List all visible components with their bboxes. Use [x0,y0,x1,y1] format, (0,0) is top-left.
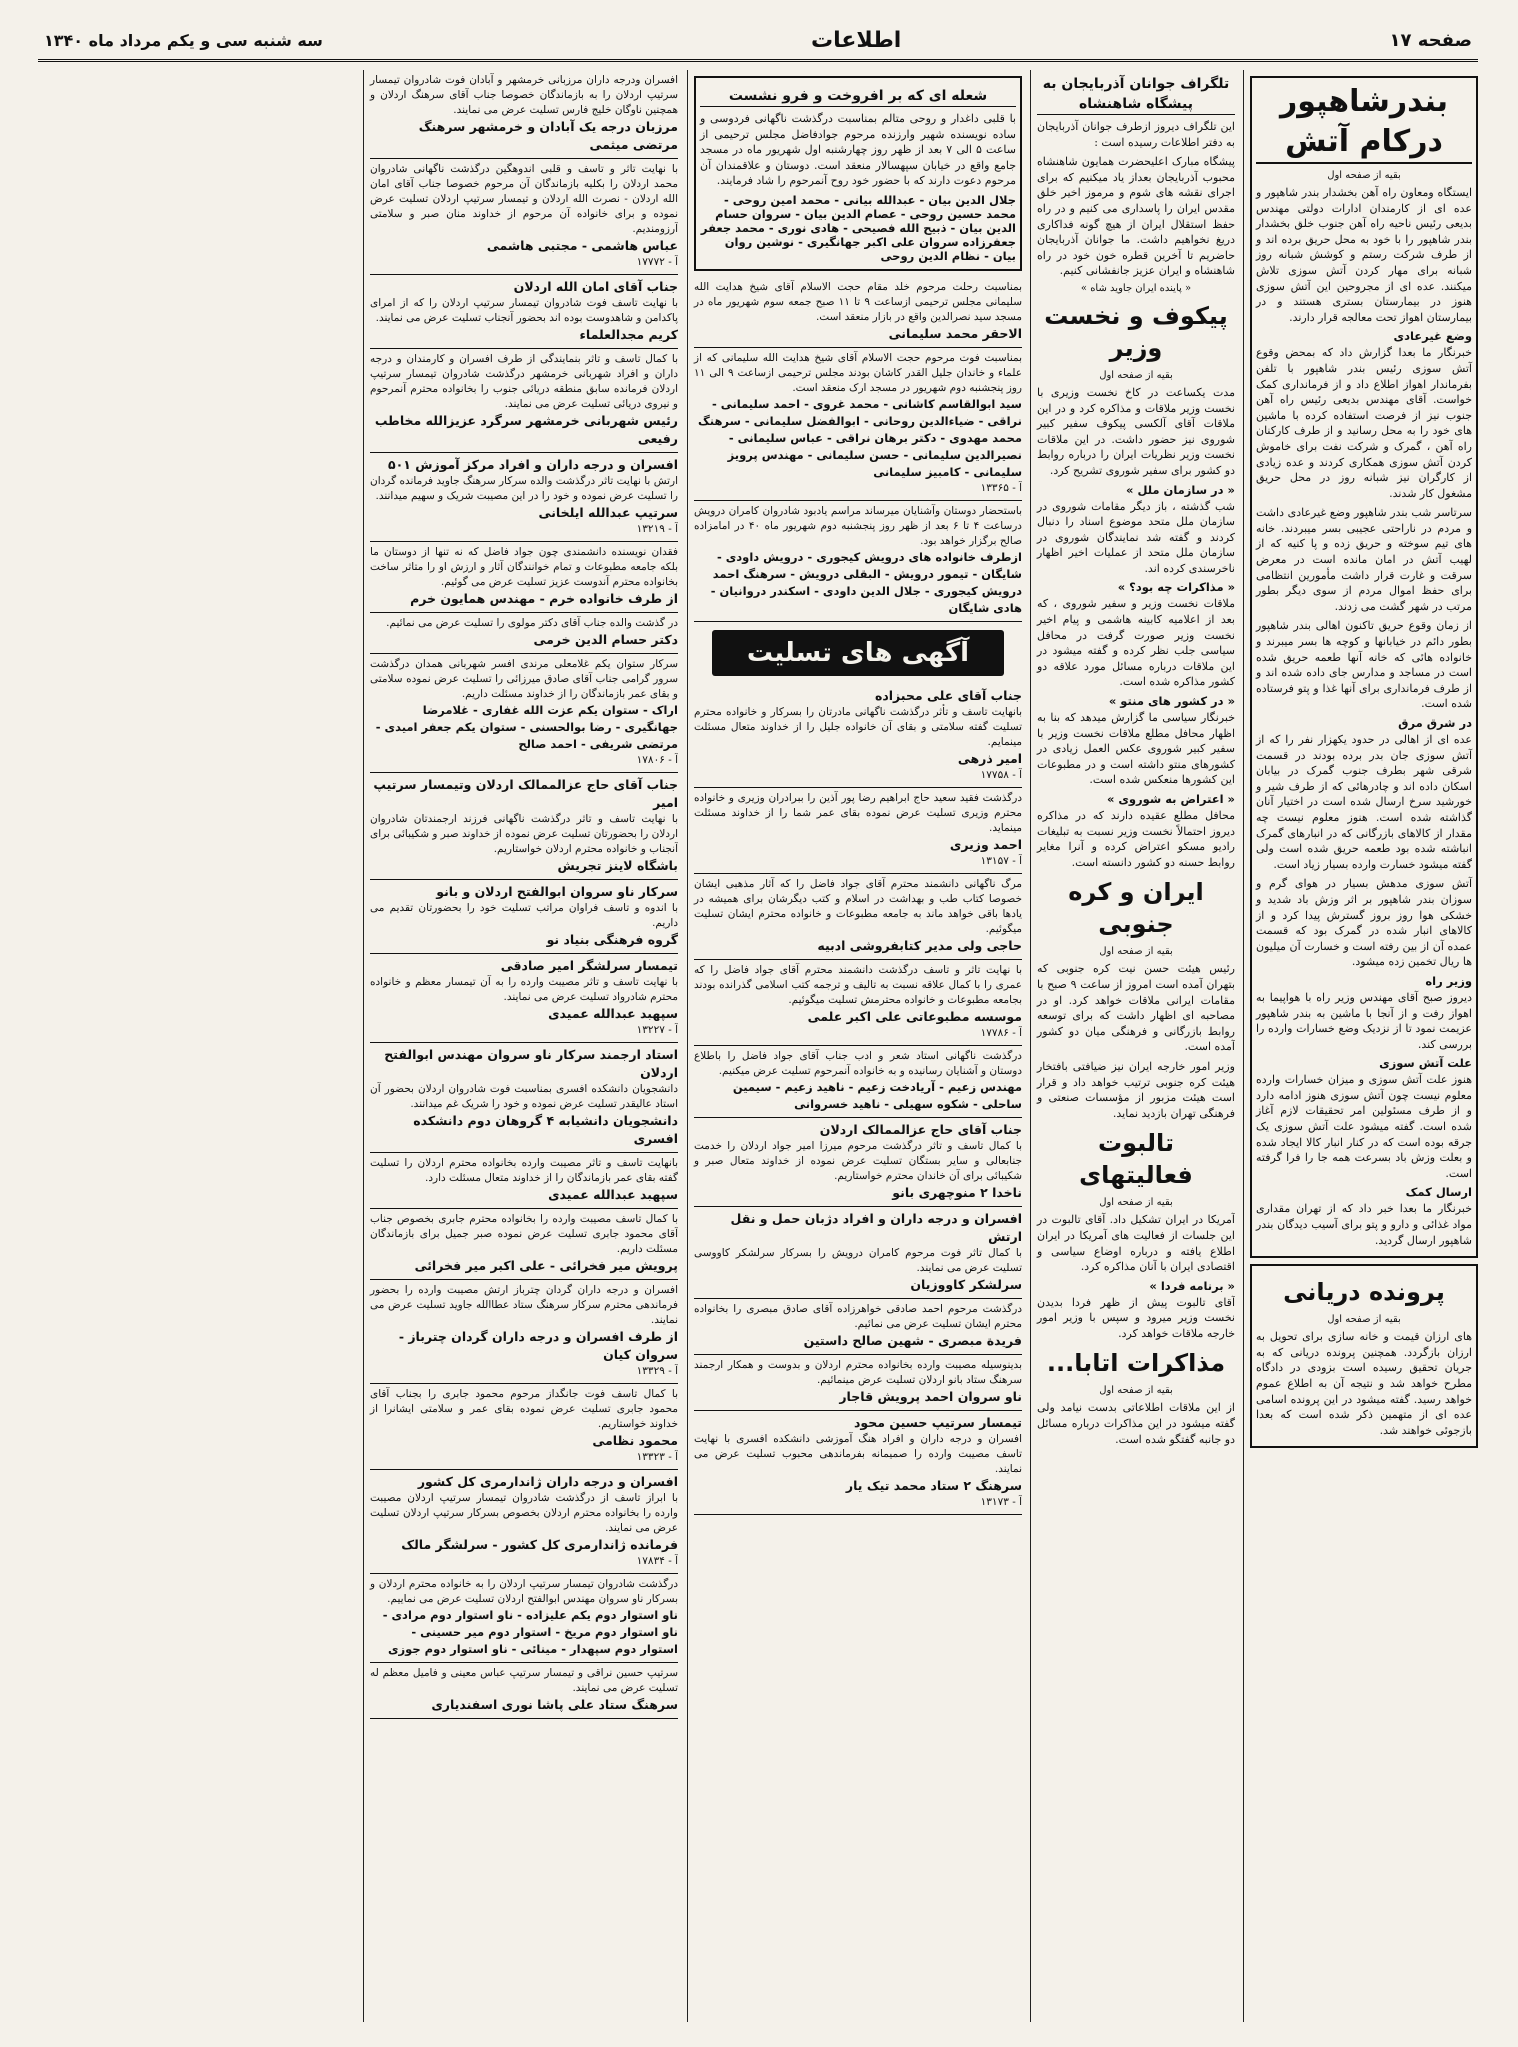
article-paragraph: از زمان وقوع حریق تاکنون اهالی بندر شاهپور بطور دائم در خیابانها و کوچه ها بسر میبرند و خانواده هائی که خانه آنها طعمه حریق شده است در مساجد و مدارس جای داده شده اند و از طرف فرمانداری برای آنها غذا و پتو فرستاده شده است. [1256,619,1472,711]
condolence-notice [694,1118,1022,1207]
article-paragraph: محافل مطلع عقیده دارند که در مذاکره دیروز احتمالاً نخست وزیر نسبت به تبلیغات رادیو مسکو اعتراض کرده و آنرا مغایر روابط حسنه دو کشور دانسته است. [1037,809,1235,869]
notice-body: بمناسبت رحلت مرحوم خلد مقام حجت الاسلام آقای شیخ هدایت الله سلیمانی مجلس ترحیمی ازساعت ۹ تا ۱۱ صبح جمعه سوم شهریور ماه در مسجد سید نصرالدین واقع در بازار منعقد است. [694,280,1022,323]
notice-signature: دکتر حسام الدین خرمی [533,632,678,647]
notice-signature: مهندس زعیم - آریادخت زعیم - ناهید زعیم - سیمین ساحلی - شکوه سهیلی - ناهید خسروانی [732,1079,1022,1111]
notice-signature: رئیس شهربانی خرمشهر سرگرد عزیزالله مخاطب رفیعی [374,413,678,446]
condolence-notice [694,1207,1022,1299]
column-4 [363,70,678,2022]
headline-telegram: تلگراف جوانان آذربایجان به پیشگاه شاهنشاه [1037,74,1235,115]
article-paragraph: وزیر امور خارجه ایران نیز ضیافتی بافتخار هیئت کره جنوبی ترتیب خواهد داد و قرار است هیئت مزبور از مؤسسات صنعتی و فرهنگی تهران بازدید نماید. [1037,1059,1235,1120]
continued-label: بقیه از صفحه اول [1099,369,1173,381]
article-paragraph: عده ای از اهالی در حدود یکهزار نفر را که از آتش سوزی جان بدر برده بودند در قسمت شرقی شهر بطرف جنوب گمرک در بیابان اسکان داده اند و چادرهائی که از طرف شیر و خورشید سرخ ارسال شده است در اختیار آنان گذاشته شده است. هنوز معلوم نیست چه مقدار از کالاهای بازرگانی که در انبارهای گمرک انباشته شده بود طعمه حریق شده است ولی گفته میشود خسارت وارده بسیار زیاد است. [1256,733,1472,871]
notice-body: درگذشت شادروان تیمسار سرتیپ اردلان را به خانواده محترم اردلان و بسرکار ناو سروان مهندس ابوالفتح اردلان تسلیت عرض می نماییم. [370,1578,678,1605]
continued-label: بقیه از صفحه اول [1327,1314,1401,1326]
condolence-notice [370,1574,678,1663]
notice-body: با کمال تاسف و تاثر درگذشت مرحوم میرزا امیر جواد اردلان را خدمت جنابعالی و سایر بستگان تسلیت عرض نموده از خداوند متعال صبر و شکیبائی برای آن خاندان محترم خواستاریم. [694,1139,1022,1182]
masthead [38,22,1478,62]
notice-signature: سپهبد عبدالله عمیدی [548,1006,678,1021]
notice-signature: ناخدا ۲ منوچهری بانو [892,1184,1022,1200]
notice-signature: سرهنگ ۲ ستاد محمد تیک یار [845,1477,1022,1493]
article-paragraph: پیشگاه مبارک اعلیحضرت همایون شاهنشاه محبوب آذربایجان بعداز یاد میکنیم که برای اجرای نقشه های شوم و مرموز اخیر خلق مقدس ایران را پاسداری می کنیم و در راه حفظ استقلال ایران از هیچ گونه فداکاری دریغ نخواهیم داشت. ما جوانان آذربایجان حاضریم تا آخرین قطره خون خود در راه شاهنشاه و ایران عزیز جانفشانی کنیم. [1037,155,1235,278]
memorial-notice [694,348,1022,501]
issue-date: سه شنبه سی و یکم مرداد ماه ۱۳۴۰ [44,31,323,50]
notice-body: فقدان نویسنده دانشمندی چون جواد فاضل که نه تنها از دوستان ما بلکه جامعه مطبوعات و تمام خوانندگان آثار و ارزش او را متاثر ساخت بخانواده محترم آندوست عزیز تسلیت عرض می گوئیم. [370,546,678,588]
notice-signature: حاجی ولی مدیر کتابفروشی ادبیه [817,937,1022,953]
article-paragraph: آقای تالبوت پیش از ظهر فردا بدیدن نخست وزیر میرود و سپس با وزیر امور خارجه ملاقات خواهد کرد. [1037,1295,1235,1340]
subheading: « اعتراض به شوروی » [1106,792,1235,806]
notice-body: در گذشت والده جناب آقای دکتر مولوی را تسلیت عرض می نمائیم. [386,617,678,629]
notice-code: آ - ۱۳۲۲۷ [636,1024,678,1036]
article-paragraph: ملاقات نخست وزیر و سفیر شوروی ، که بعد از اعلامیه کابینه هاشمی و پیام اخیر نخست وزیر صورت گرفت در محافل سیاسی جلب نظر کرده و گفته میشود در این ملاقات درباره مسائل مورد علاقه دو کشور مذاکره شده است. [1037,597,1235,689]
notice-body: درگذشت ناگهانی استاد شعر و ادب جناب آقای جواد فاضل را باطلاع دوستان و آشنایان رسانیده و به خانواده آنمرحوم تسلیت عرض میکنیم. [694,1049,1022,1077]
notice-title: تیمسار سرتیپ حسین محود [853,1414,1022,1430]
condolence-notice [370,654,678,773]
article-paragraph: خبرنگار ما بعدا گزارش داد که بمحض وقوع آتش سوزی رئیس بندر شاهپور با تلفن بفرماندار اهواز اطلاع داد و از فرمانداری کمک خواست. آقای مهندس بدیعی رئیس راه آهن جنوب نیز از فرصت استفاده کرده با ماشین های خود را به محل رسانید و از طرف کارکنان راه آهن ، گمرک و شرکت نفت برای خاموش کردن آتش سوزی همکاری کردند و عده زیادی از کارگران نیز شبانه روز در محل حریق مشغول کار شدند. [1256,346,1472,500]
notice-signature: پرویش میر فخرائی - علی اکبر میر فخرائی [414,1258,678,1273]
notice-signature: کریم مجدالعلماء [579,327,678,342]
article-paragraph: آتش سوزی مدهش بسیار در هوای گرم و سوزان بندر شاهپور بر اثر وزش باد شدید و خشکی هوا روز بروز گسترش پیدا کرد و از کالاهای انبار شده در گمرک بود که قسمت عمده آن از بین رفته است و خسارت آن میلیون ها ریال تخمین زده میشود. [1256,877,1472,969]
article-paragraph: مدت یکساعت در کاخ نخست وزیری با نخست وزیر ملاقات و مذاکره کرد و در این ملاقات آقای آلکسی پیکوف سفیر کبیر شوروی نیز حضور داشت. در این ملاقات نخست وزیر نظریات ایران را درباره روابط دو کشور برای سفیر شوروی تشریح کرد. [1037,385,1235,477]
headline-darani-file: پرونده دریانی [1283,1278,1445,1307]
condolence-notice [370,1470,678,1574]
condolence-notice [694,1299,1022,1355]
notice-body: سرکار ستوان یکم غلامعلی مرندی افسر شهربانی همدان درگذشت سرور گرامی جناب آقای صادق میرزائی را تسلیت عرض نموده سلامتی و بقای عمر بازماندگان را از خداوند مسئلت داریم. [370,658,678,700]
continued-label: بقیه از صفحه اول [1099,1385,1173,1397]
notice-signature: مرزبان درجه یک آبادان و خرمشهر سرهنگ مرتضی میثمی [418,119,678,152]
article-paragraph: های ارزان قیمت و خانه سازی برای تحویل به ارزان بازگردد. همچنین پرونده دریانی که به جریان تحقیق رسیده است بزودی در دادگاه مطرح خواهد شد و نتیجه آن به اطلاع عموم خواهد رسید. گفته میشود در این پرونده اسامی عده ای از متهمین ذکر شده است که بعدا بازجوئی خواهند شد. [1256,1330,1472,1437]
column-1 [1243,70,1478,2022]
notice-body: افسران و درجه داران و افراد هنگ آموزشی دانشکده افسری با نهایت تاسف مصیبت وارده را صمیمانه بفرماندهی محبوب تسلیت عرض می نمایند. [694,1432,1022,1475]
notice-title: افسران و درجه داران ژاندارمری کل کشور [417,1474,678,1489]
notice-title: شعله ای که بر افروخت و فرو نشست [700,86,1016,107]
subheading: در شرق مرق [1398,716,1472,730]
condolence-notice [370,1153,678,1209]
condolence-notice [694,960,1022,1046]
notice-code: آ - ۱۳۳۶۵ [980,481,1022,494]
notice-body: افسران ودرجه داران مرزبانی خرمشهر و آبادان فوت شادروان تیمسار سرتیپ اردلان را به بازماندگان خصوصا جناب آقای سرهنگ اردلان و همچنین ناوگان خلیج فارس تسلیت عرض می نمایند. [370,74,678,116]
notice-signature: فریدة مبصری - شهین صالح داستین [803,1332,1022,1348]
condolence-notice [370,453,678,542]
notice-signature: عباس هاشمی - مجتبی هاشمی [486,238,678,253]
notice-body: ارتش با نهایت تاثر درگذشت والده سرکار سرهنگ جاوید فرمانده گردان را تسلیت عرض نموده و خود را در این مصیبت شریک و سهیم میدانند. [370,475,678,502]
notice-code: آ - ۱۳۲۱۹ [636,523,678,535]
notice-body: با کمال تاسف و تاثر بنمایندگی از طرف افسران و کارمندان و درجه داران و افراد شهربانی خرمشهر درگذشت شادروان تیمسار سرتیپ اردلان فرمانده سابق منطقه دریائی جنوب را بخانواده محترم آنمرحوم و نیروی دریائی تسلیت عرض می نمایند. [370,353,678,410]
darani-file-article [1250,1264,1478,1448]
article-paragraph: از این ملاقات اطلاعاتی بدست نیامد ولی گفته میشود در این مذاکرات درباره مسائل دو جانبه گفتگو شده است. [1037,1401,1235,1446]
memorial-notice [694,277,1022,348]
condolence-notice [694,788,1022,874]
notice-signature: باشگاه لاینز تجریش [557,858,678,873]
notice-title: جناب آقای علی محبزاده [874,687,1022,703]
notice-body: با اندوه و تاسف فراوان مراتب تسلیت خود را بحضورتان تقدیم می داریم. [370,902,678,929]
condolence-notice [370,1043,678,1153]
notice-title: جناب آقای حاج عزالممالک اردلان وتیمسار سرتیپ امیر [373,777,678,810]
article-paragraph: خبرنگار ما بعدا خبر داد که از تهران مقداری مواد غذائی و دارو و پتو برای آسیب دیدگان بندر شاهپور ارسال گردید. [1256,1202,1472,1247]
article-paragraph: هنوز علت آتش سوزی و میزان خسارات وارده معلوم نیست چون آتش سوزی هنوز ادامه دارد و از طرف مسئولین امر تحقیقات لازم آغاز شده است. گفته میشود علت آتش سوزی یک جرقه بوده است که در کنار انبار کالا ایجاد شده و بعلت وزش باد بسرعت همه جا را فرا گرفته است. [1256,1073,1472,1180]
notice-body: با نهایت تاسف و تاثر مصیبت وارده را به آن تیمسار معظم و خانواده محترم شادرواد تسلیت عرض می نمایند. [370,976,678,1003]
notice-body: مرگ ناگهانی دانشمند محترم آقای جواد فاضل را که آثار مذهبی ایشان خصوصا کتاب طب و بهداشت در اسلام و کتب دیگرشان برای همیشه در یادها باقی خواهد ماند به جامعه مطبوعات و خانواده محترم ایشان تسلیت میگوئیم. [694,877,1022,935]
notice-title: جناب آقای حاج عزالممالک اردلان [819,1121,1022,1137]
subheading: « مذاکرات چه بود؟ » [1117,580,1235,595]
condolence-notice [694,874,1022,960]
newspaper-page [38,22,1478,2022]
notice-signature: محمود نظامی [592,1433,678,1448]
notice-code: آ - ۱۷۸۳۴ [636,1555,678,1567]
notice-body: با نهایت تاسف فوت شادروان تیمسار سرتیپ اردلان را که از امرای پاکدامن و شاهدوست بوده اند بحضور آنجناب تسلیت عرض می نمایند. [370,297,678,324]
headline-pikov-prime-minister: پیکوف و نخست وزیر [1044,301,1228,362]
condolence-notice [370,275,678,349]
condolence-notice [370,880,678,954]
notice-body: افسران و درجه داران گردان چترباز ارتش مصیبت وارده را بحضور فرماندهی محترم سرکار سرهنگ ستاد عطاالله جاوید تسلیت عرض می نمایند. [370,1284,678,1326]
notice-signature: سپهبد عبدالله عمیدی [548,1187,678,1202]
notice-signature: ناو سروان احمد پرویش قاجار [839,1388,1022,1404]
notice-signature: سرهنگ ستاد علی پاشا نوری اسفندیاری [431,1697,678,1712]
article-paragraph: دیروز صبح آقای مهندس وزیر راه با هواپیما به اهواز رفت و از آنجا با ماشین به بندر شاهپور عزیمت نمود تا از نزدیک وضع خسارات وارده را بررسی کند. [1256,990,1472,1051]
notice-signature: سرتیپ عبدالله ایلخانی [538,505,678,520]
notice-body: بانهایت تاسف و تاثر مصیبت وارده بخانواده محترم اردلان را تسلیت گفته بقای عمر بازماندگان را از خداوند متعال مسئلت دارد. [370,1157,678,1184]
subheading: ارسال کمک [1405,1185,1472,1200]
article-paragraph: ایستگاه ومعاون راه آهن بخشدار بندر شاهپور و عده ای از کارمندان ادارات دولتی مهندس بدیعی رئیس ناحیه راه آهن جنوب خلق بخشدار بندر شاهپور را با خود به محل حریق برده اند و از طرف شرکت رستم و کوشش شبانه روز شبانه برای مهار کردن آتش سوزی تلاش میکنند. عده ای از مجروحین این آتش سوزی هنوز در بیمارستان بستری هستند و در بیمارستان اهواز تحت معالجه قرار دارند. [1256,186,1472,324]
subheading: « در سازمان ملل » [1126,482,1235,497]
notice-body: با نهایت تاثر و تاسف درگذشت دانشمند محترم آقای جواد فاضل را که عمری را با کمال علاقه نسبت به تالیف و ترجمه کتب اسلامی گذرانده بودند بجامعه مطبوعات و خانواده محترمش تسلیت میگوئیم. [694,963,1022,1006]
condolence-notice [694,684,1022,788]
condolence-notice [370,542,678,613]
condolence-notice [370,954,678,1043]
notice-body: باستحضار دوستان وآشنایان میرساند مراسم یادبود شادروان کامران درویش درساعت ۴ تا ۶ بعد از ظهر روز پنجشنبه دوم شهریور ماه ۴۰ در امامزاده صالح برگزار خواهد بود. [694,504,1022,547]
notice-signature: الاحقر محمد سلیمانی [888,325,1022,341]
notice-code: آ - ۱۷۷۷۲ [636,256,678,268]
telegram-signoff: « پاینده ایران جاوید شاه » [1080,282,1192,294]
notice-title: استاد ارجمند سرکار ناو سروان مهندس ابوالفتح اردلان [384,1047,678,1080]
column-3 [687,70,1022,2022]
notice-title: سرکار ناو سروان ابوالفتح اردلان و بانو [436,884,678,899]
condolence-notice [694,1046,1022,1118]
newspaper-title: اطلاعات [810,28,902,53]
subheading: وزیر راه [1425,973,1472,988]
notice-title: تیمسار سرلشگر امیر صادقی [500,958,678,973]
notice-signature: گروه فرهنگی بنیاد نو [546,932,678,947]
notice-title: افسران و درجه داران و افراد مرکز آموزش ۵۰۱ [387,457,678,472]
headline-talbot: تالبوت فعالیتهای [1079,1129,1193,1190]
article-paragraph: رئیس هیئت حسن نیت کره جنوبی که بتهران آمده است امروز از ساعت ۹ صبح با مقامات ایرانی ملاقات خواهد کرد. او در مصاحبه ای اظهار داشت که برای توسعه روابط بازرگانی و فرهنگی میان دو کشور آمده است. [1037,962,1235,1054]
condolence-banner: آگهی های تسلیت [712,630,1004,676]
notice-signature: جلال الدین بیان - عبدالله بیانی - محمد امین روحی - محمد حسین روحی - عصام الدین بیان - سروان حسام الدین بیان - ذبیح الله فصیحی - هادی نوری - محمد جعفر جعفرزاده سروان علی اکبر جهانگیری - نوشین روان بیان - نظام الدین روحی [700,192,1016,263]
notice-code: آ - ۱۷۸۰۶ [636,754,678,766]
column-2 [1030,70,1235,2022]
continued-label: بقیه از صفحه اول [1327,170,1401,181]
notice-signature: از طرف افسران و درجه داران گردان چترباز - سروان کیان [398,1329,678,1362]
condolence-notice [370,613,678,654]
bandar-shahpur-article [1250,76,1478,1258]
notice-code: آ - ۱۷۷۸۶ [980,1026,1022,1039]
condolence-notice [370,1280,678,1384]
subheading: « برنامه فردا » [1149,1278,1235,1293]
condolence-notice [370,773,678,880]
notice-body: درگذشت مرحوم احمد صادقی خواهرزاده آقای صادق مبصری را بخانواده محترم ایشان تسلیت عرض می نمائیم. [694,1302,1022,1330]
notice-code: آ - ۱۳۳۲۹ [636,1365,678,1377]
notice-signature: موسسه مطبوعاتی علی اکبر علمی [807,1008,1022,1024]
notice-title: جناب آقای امان الله اردلان [513,279,678,294]
continued-label: بقیه از صفحه اول [1099,946,1173,958]
notice-code: آ - ۱۳۳۲۳ [636,1451,678,1463]
headline-bandar-shahpur: بندرشاهپور درکام آتش [1256,82,1472,164]
memorial-notice-fazel [694,76,1022,271]
notice-signature: احمد وزیری [949,836,1022,852]
notice-signature: ازطرف خانواده های درویش کیجوری - درویش داودی - شایگان - تیمور درویش - البقلی درویش - سرهنگ احمد درویش کیجوری - جلال الدین داودی - اسکندر دروانیان - هادی شایگان [710,549,1022,615]
condolence-notice [370,1209,678,1280]
continued-label: بقیه از صفحه اول [1099,1197,1173,1209]
notice-body: بدینوسیله مصیبت وارده بخانواده محترم اردلان و بدوست و همکار ارجمند سرهنگ ستاد بانو اردلان تسلیت عرض مینمائیم. [694,1358,1022,1386]
notice-body: درگذشت فقید سعید حاج ابراهیم رضا پور آذین را ببرادران وزیری و خانواده محترم وزیری تسلیت عرض نموده بقای عمر شما را از خداوند مسئلت مینماید. [694,791,1022,834]
condolence-notice [370,1384,678,1470]
notice-body: دانشجویان دانشکده افسری بمناسبت فوت شادروان اردلان بحضور آن استاد عالیقدر تسلیت عرض نموده و خود را شریک غم میدانند. [370,1083,678,1110]
subheading: « در کشور های منتو » [1108,694,1235,709]
notice-signature: از طرف خانواده خرم - مهندس همایون خرم [410,591,678,606]
notice-body: با نهایت تاثر و تاسف و قلبی اندوهگین درگذشت ناگهانی شادروان محمد اردلان را بکلیه بازماندگان آن مرحوم خصوصا جناب آقای امان الله اردلان - نصرت الله اردلان و تیمسار سرتیپ اردلان تسلیت عرض نموده و برای خانواده آن مرحوم از خداوند منان صبر و سلامتی آرزومندیم. [370,163,678,235]
notice-signature: سرلشکر کاووزیان [910,1276,1022,1292]
notice-body: با کمال تاسف فوت جانگداز مرحوم محمود جابری را بجناب آقای محمود جابری تسلیت عرض نموده بقای عمر و سلامتی ایشانرا از خداوند خواستاریم. [370,1388,678,1430]
article-paragraph: این تلگراف دیروز ازطرف جوانان آذربایجان به دفتر اطلاعات رسیده است : [1037,120,1235,149]
notice-signature: دانشجویان دانشیابه ۴ گروهان دوم دانشکده افسری [413,1113,678,1146]
condolence-notice [370,1663,678,1719]
notice-signature: سید ابوالقاسم کاشانی - محمد غروی - احمد سلیمانی - نراقی - ضیاءالدین روحانی - ابوالفضل سلیمانی - سرهنگ محمد مهدوی - دکتر برهان نراقی - عباس سلیمانی - نصیرالدین سلیمانی - حسن سلیمانی - مهندس پرویز سلیمانی - کامبیز سلیمانی [697,396,1022,479]
notice-body: با کمال تاثر فوت مرحوم کامران درویش را بسرکار سرلشکر کاووسی تسلیت عرض می نمایند. [694,1246,1022,1274]
notice-body: با کمال تاسف مصیبت وارده را بخانواده محترم جابری بخصوص جناب آقای محمود جابری تسلیت عرض نموده صبر جمیل برای بازماندگان مسئلت داریم. [370,1213,678,1255]
condolence-notice [370,70,678,159]
condolence-notice [694,1355,1022,1411]
notice-body: بانهایت تاسف و تأثر درگذشت ناگهانی مادرتان را بسرکار و خانواده محترم تسلیت گفته سلامتی و بقای آن خانواده جلیل را از خداوند متعال مسئلت مینمایم. [694,705,1022,748]
notice-title: افسران و درجه داران و افراد دژبان حمل و نقل ارتش [730,1210,1022,1244]
headline-iran-korea: ایران و کره جنوبی [1068,878,1204,939]
article-paragraph: سرتاسر شب بندر شاهپور وضع غیرعادی داشت و مردم در ناراحتی عجیبی بسر میبردند. خانه های تیم سوخته و حریق زده و پا کنیه که از لهیب آتش در امان مانده است در معرض سرقت و غارت قرار داشت مأمورین انتظامی برای حفظ اموال مردم از سوی دیگر بطور مرتب در شهر گشت می زدند. [1256,506,1472,613]
notice-body: سرتیپ حسین نراقی و تیمسار سرتیپ عباس معینی و فامیل معظم له تسلیت عرض می نمایند. [370,1667,678,1694]
notice-body: با قلبی داغدار و روحی متالم بمناسبت درگذشت ناگهانی فردوسی و ساده نویسنده شهیر وارزنده مرحوم جوادفاضل مجلس ترحیمی از ساعت ۵ الی ۷ بعد از ظهر روز چهارشنبه اول شهریور ماه در مسجد جامع واقع در خیابان سپهسالار منعقد است. دوستان و علاقمندان آن مرحوم دعوت دارند که با حضور خود روح آنمرحوم را شاد فرمایند. [700,112,1016,188]
notice-signature: ناو استوار دوم یکم علیزاده - ناو استوار دوم مرادی - ناو استوار دوم مریخ - استوار دوم میر حسینی - استوار دوم سپهدار - مینائی - ناو استوار دوم جوزی [382,1608,678,1656]
notice-code: آ - ۱۳۱۷۳ [980,1495,1022,1508]
article-paragraph: خبرنگار سیاسی ما گزارش میدهد که بنا به اظهار محافل مطلع ملاقات نخست وزیر با سفیر کبیر شوروی عکس العمل زیادی در کشورهای منتو داشته است و در مطبوعات این کشورها منعکس شده است. [1037,711,1235,787]
notice-signature: فرمانده ژاندارمری کل کشور - سرلشگر مالک [401,1537,678,1552]
memorial-notice [694,501,1022,622]
condolence-notice [694,1411,1022,1515]
notice-code: آ - ۱۷۷۵۸ [980,768,1022,781]
notice-body: بمناسبت فوت مرحوم حجت الاسلام آقای شیخ هدایت الله سلیمانی که از علماء و خاندان جلیل القدر کاشان بودند مجلس ترحیمی ازساعت ۹ الی ۱۱ روز پنجشنبه دوم شهریور در مسجد ارک منعقد است. [694,351,1022,394]
article-paragraph: شب گذشته ، باز دیگر مقامات شوروی در سازمان ملل متحد موضوع اسناد را دنبال کردند و گفته شد نمایندگان شوروی در سازمان ملل متحد از عملیات اخیر اظهار ناخرسندی کرده اند. [1037,499,1235,575]
page-number: صفحه ۱۷ [1389,30,1472,51]
headline-negotiations: مذاکرات اتابا... [1046,1349,1226,1378]
condolence-notice [370,349,678,453]
notice-signature: اراک - ستوان یکم عزت الله غفاری - غلامرضا جهانگیری - رضا بوالحسنی - ستوان یکم جعفر امیدی - مرتضی شریفی - احمد صالح [375,703,678,751]
notice-code: آ - ۱۳۱۵۷ [980,854,1022,867]
subheading: علت آتش سوزی [1379,1056,1472,1071]
subheading: وضع غیرعادی [1393,329,1472,344]
notice-body: با ابراز تاسف از درگذشت شادروان تیمسار سرتیپ اردلان مصیبت وارده را بخانواده محترم اردلان بخصوص بسرکار سرتیپ اردلان تسلیت عرض می نمایند. [370,1492,678,1534]
condolence-notice [370,159,678,275]
notice-body: با نهایت تاسف و تاثر درگذشت ناگهانی فرزند ارجمندتان شادروان اردلان را بحضورتان تسلیت عرض نموده از خداوند صبر و شکیبائی برای آنجناب و خانواده محترم اردلان خواستاریم. [370,813,678,855]
notice-signature: امیر ذرهی [957,750,1022,766]
article-paragraph: آمریکا در ایران تشکیل داد. آقای تالبوت در این جلسات از فعالیت های آمریکا در ایران اطلاع یافته و درباره اوضاع سیاسی و اقتصادی ایران با آنان مذاکره کرد. [1037,1213,1235,1274]
